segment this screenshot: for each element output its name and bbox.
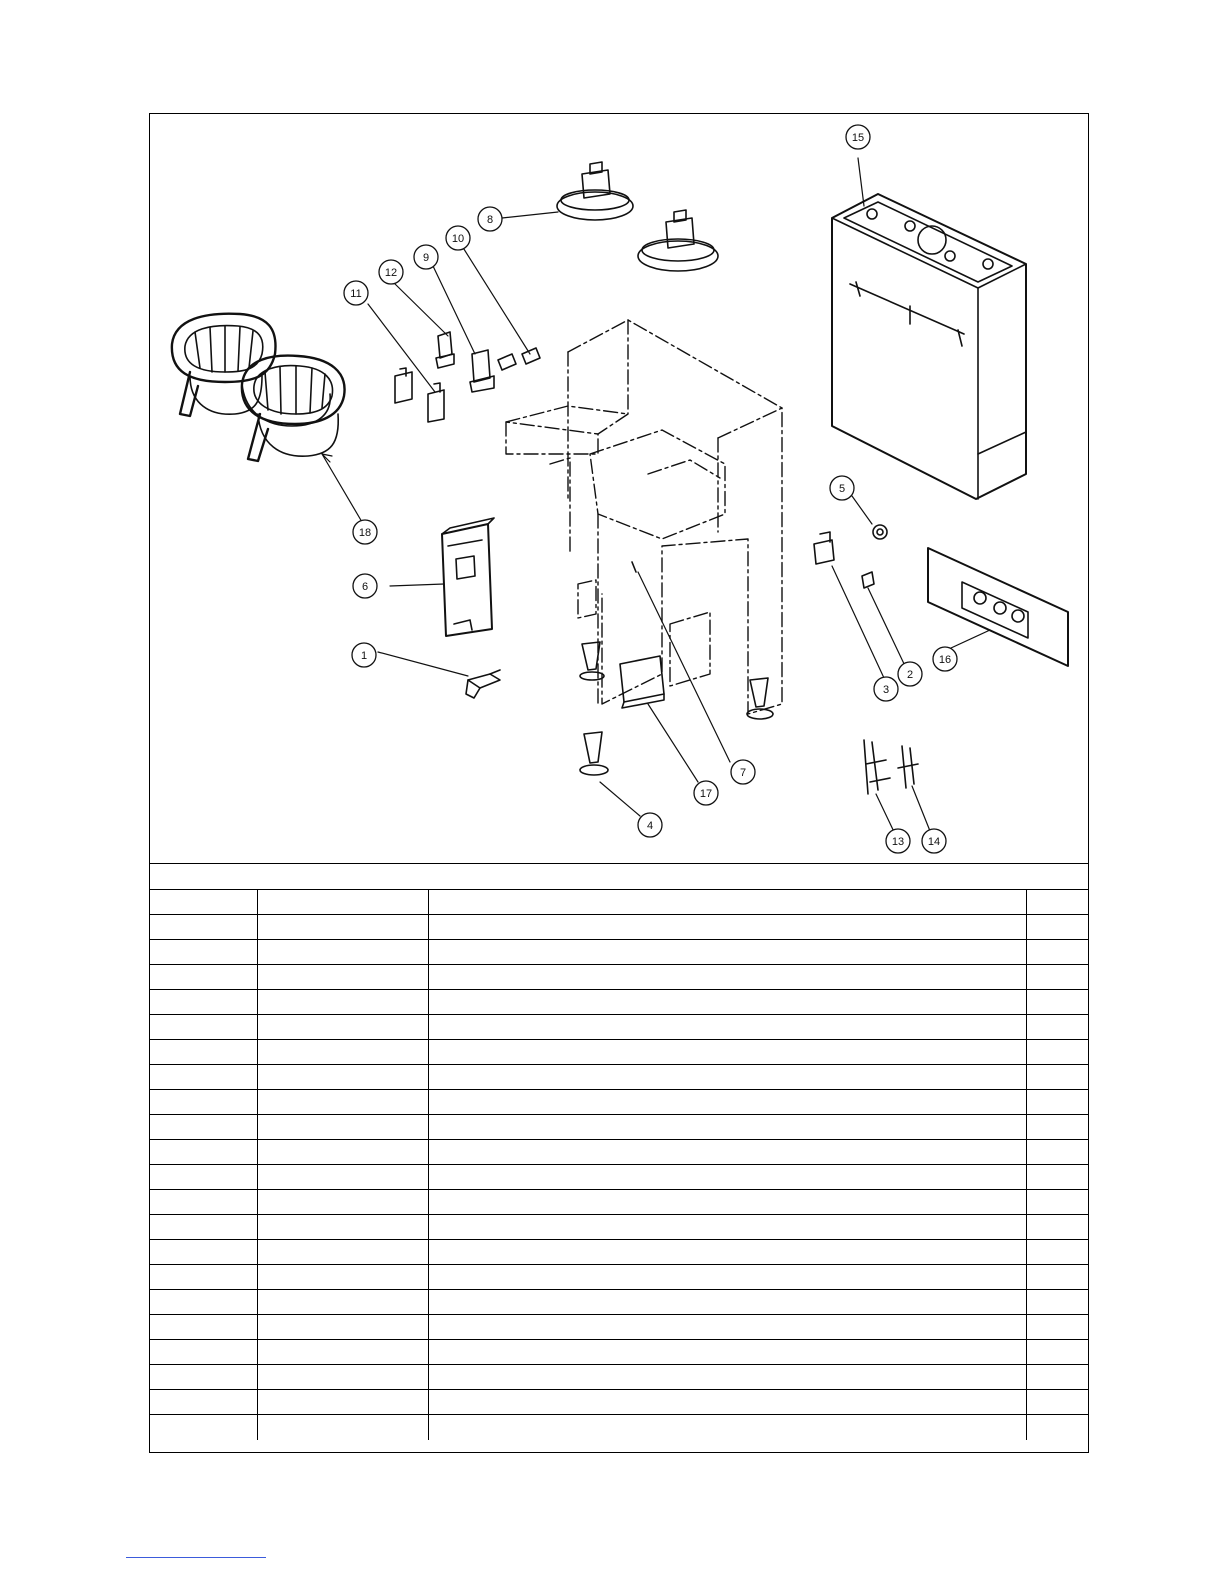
table-cell xyxy=(257,1365,428,1390)
table-cell xyxy=(1026,1065,1088,1090)
table-cell xyxy=(150,1115,257,1140)
dome-valve-illustration xyxy=(502,162,718,271)
table-row xyxy=(150,965,1088,990)
table-row xyxy=(150,1140,1088,1165)
table-row xyxy=(150,1315,1088,1340)
footer-link-underline[interactable] xyxy=(126,1557,266,1558)
table-cell xyxy=(428,1115,1026,1140)
callout-15 xyxy=(846,125,870,149)
parts-list-table xyxy=(150,863,1088,1440)
callout-5 xyxy=(830,476,854,500)
callout-number: 1 xyxy=(360,650,368,662)
front-door-illustration xyxy=(390,518,494,636)
table-cell xyxy=(150,1015,257,1040)
callout-2 xyxy=(898,662,922,686)
callout-11 xyxy=(344,281,368,305)
table-cell xyxy=(150,1140,257,1165)
table-row xyxy=(150,1340,1088,1365)
table-cell xyxy=(428,1165,1026,1190)
table-cell xyxy=(257,1065,428,1090)
table-row xyxy=(150,1365,1088,1390)
table-cell xyxy=(428,1190,1026,1215)
table-cell xyxy=(428,1090,1026,1115)
table-cell xyxy=(1026,1040,1088,1065)
callout-number: 15 xyxy=(851,132,865,144)
table-row xyxy=(150,1265,1088,1290)
table-cell xyxy=(257,1090,428,1115)
table-cell xyxy=(428,1215,1026,1240)
callout-number: 16 xyxy=(938,654,952,666)
table-cell xyxy=(1026,1265,1088,1290)
table-cell xyxy=(428,990,1026,1015)
callout-number: 3 xyxy=(882,684,890,696)
callout-9 xyxy=(414,245,438,269)
callout-14 xyxy=(922,829,946,853)
table-row xyxy=(150,1065,1088,1090)
callout-number: 12 xyxy=(384,267,398,279)
table-cell xyxy=(428,1040,1026,1065)
table-cell xyxy=(257,1340,428,1365)
callout-number: 8 xyxy=(486,214,494,226)
table-cell xyxy=(1026,1190,1088,1215)
callout-number: 18 xyxy=(358,527,372,539)
table-cell xyxy=(1026,1115,1088,1140)
callout-1 xyxy=(352,643,376,667)
table-row xyxy=(150,1015,1088,1040)
callout-13 xyxy=(886,829,910,853)
table-cell xyxy=(428,1240,1026,1265)
callout-12 xyxy=(379,260,403,284)
callout-10 xyxy=(446,226,470,250)
table-cell xyxy=(1026,1415,1088,1440)
inlet-valve-illustration xyxy=(814,532,906,678)
parts-table-title-row xyxy=(150,864,1088,890)
table-cell xyxy=(428,915,1026,940)
table-cell xyxy=(257,965,428,990)
exploded-view-drawing xyxy=(150,114,1088,863)
header-cell xyxy=(150,890,257,915)
table-cell xyxy=(150,1240,257,1265)
exploded-view-svg xyxy=(150,114,1088,863)
table-row xyxy=(150,1190,1088,1215)
table-cell xyxy=(150,940,257,965)
table-row xyxy=(150,915,1088,940)
table-cell xyxy=(428,1065,1026,1090)
callout-number: 2 xyxy=(906,669,914,681)
table-cell xyxy=(150,1365,257,1390)
probe-part-illustration xyxy=(632,562,636,572)
table-cell xyxy=(150,1315,257,1340)
table-cell xyxy=(257,1315,428,1340)
table-cell xyxy=(428,1140,1026,1165)
callout-number: 17 xyxy=(699,788,713,800)
table-cell xyxy=(1026,1340,1088,1365)
callout-number: 7 xyxy=(739,767,747,779)
table-cell xyxy=(428,1265,1026,1290)
callout-18 xyxy=(353,520,377,544)
table-cell xyxy=(428,1015,1026,1040)
table-row xyxy=(150,1215,1088,1240)
table-cell xyxy=(1026,1390,1088,1415)
table-cell xyxy=(257,1015,428,1040)
table-cell xyxy=(1026,1015,1088,1040)
table-cell xyxy=(428,1415,1026,1440)
table-row xyxy=(150,1040,1088,1065)
table-row xyxy=(150,1390,1088,1415)
table-row xyxy=(150,990,1088,1015)
table-cell xyxy=(1026,915,1088,940)
table-cell xyxy=(428,1365,1026,1390)
table-cell xyxy=(257,1215,428,1240)
table-cell xyxy=(257,1415,428,1440)
callout-16 xyxy=(933,647,957,671)
table-cell xyxy=(257,1265,428,1290)
table-cell xyxy=(257,1190,428,1215)
table-cell xyxy=(257,1165,428,1190)
callout-number: 10 xyxy=(451,233,465,245)
callout-6 xyxy=(353,574,377,598)
callout-8 xyxy=(478,207,502,231)
callout-3 xyxy=(874,677,898,701)
table-cell xyxy=(428,1390,1026,1415)
table-cell xyxy=(150,990,257,1015)
table-cell xyxy=(150,1165,257,1190)
table-cell xyxy=(150,1090,257,1115)
table-cell xyxy=(428,1315,1026,1340)
table-row xyxy=(150,1165,1088,1190)
header-cell xyxy=(428,890,1026,915)
table-cell xyxy=(428,940,1026,965)
knob-illustration xyxy=(852,496,887,539)
table-cell xyxy=(150,1415,257,1440)
tank-assembly-illustration xyxy=(832,158,1026,499)
table-cell xyxy=(1026,1165,1088,1190)
callout-number: 4 xyxy=(646,820,654,832)
table-cell xyxy=(150,965,257,990)
table-cell xyxy=(257,1040,428,1065)
table-row xyxy=(150,1115,1088,1140)
table-cell xyxy=(257,1115,428,1140)
wire-harness-illustration xyxy=(864,740,932,836)
table-cell xyxy=(1026,1365,1088,1390)
header-cell xyxy=(1026,890,1088,915)
table-cell xyxy=(1026,1240,1088,1265)
table-cell xyxy=(257,1240,428,1265)
table-cell xyxy=(1026,1215,1088,1240)
table-row xyxy=(150,1290,1088,1315)
table-cell xyxy=(257,1140,428,1165)
leg-illustration xyxy=(580,642,773,816)
table-cell xyxy=(1026,1090,1088,1115)
callout-number: 13 xyxy=(891,836,905,848)
table-row xyxy=(150,940,1088,965)
table-row xyxy=(150,1090,1088,1115)
callout-7 xyxy=(731,760,755,784)
callout-number: 11 xyxy=(350,288,362,300)
table-cell xyxy=(150,1390,257,1415)
callout-number: 5 xyxy=(838,483,846,495)
callout-4 xyxy=(638,813,662,837)
table-cell xyxy=(150,1340,257,1365)
table-cell xyxy=(150,1065,257,1090)
table-cell xyxy=(150,1215,257,1240)
table-cell xyxy=(150,1040,257,1065)
table-cell xyxy=(1026,1140,1088,1165)
table-cell xyxy=(150,915,257,940)
parts-sheet xyxy=(149,113,1089,1453)
callout-number: 6 xyxy=(361,581,369,593)
parts-table-title xyxy=(150,864,1088,890)
table-cell xyxy=(257,1290,428,1315)
table-cell xyxy=(257,990,428,1015)
table-cell xyxy=(428,965,1026,990)
table-cell xyxy=(150,1265,257,1290)
callout-17 xyxy=(694,781,718,805)
table-cell xyxy=(1026,1290,1088,1315)
table-cell xyxy=(428,1290,1026,1315)
brew-basket-illustration xyxy=(172,314,362,522)
callout-number: 9 xyxy=(422,252,430,264)
callout-number: 14 xyxy=(927,836,941,848)
table-cell xyxy=(428,1340,1026,1365)
table-cell xyxy=(1026,1315,1088,1340)
table-cell xyxy=(1026,940,1088,965)
header-cell xyxy=(257,890,428,915)
table-cell xyxy=(150,1290,257,1315)
main-frame-illustration xyxy=(506,320,782,714)
parts-table-header-row xyxy=(150,890,1088,915)
table-cell xyxy=(257,915,428,940)
table-row xyxy=(150,1240,1088,1265)
leader-7 xyxy=(638,572,730,762)
sprayhead-illustration xyxy=(378,652,500,698)
table-row xyxy=(150,1415,1088,1440)
table-cell xyxy=(257,940,428,965)
table-cell xyxy=(1026,990,1088,1015)
table-cell xyxy=(150,1190,257,1215)
table-cell xyxy=(1026,965,1088,990)
table-cell xyxy=(257,1390,428,1415)
